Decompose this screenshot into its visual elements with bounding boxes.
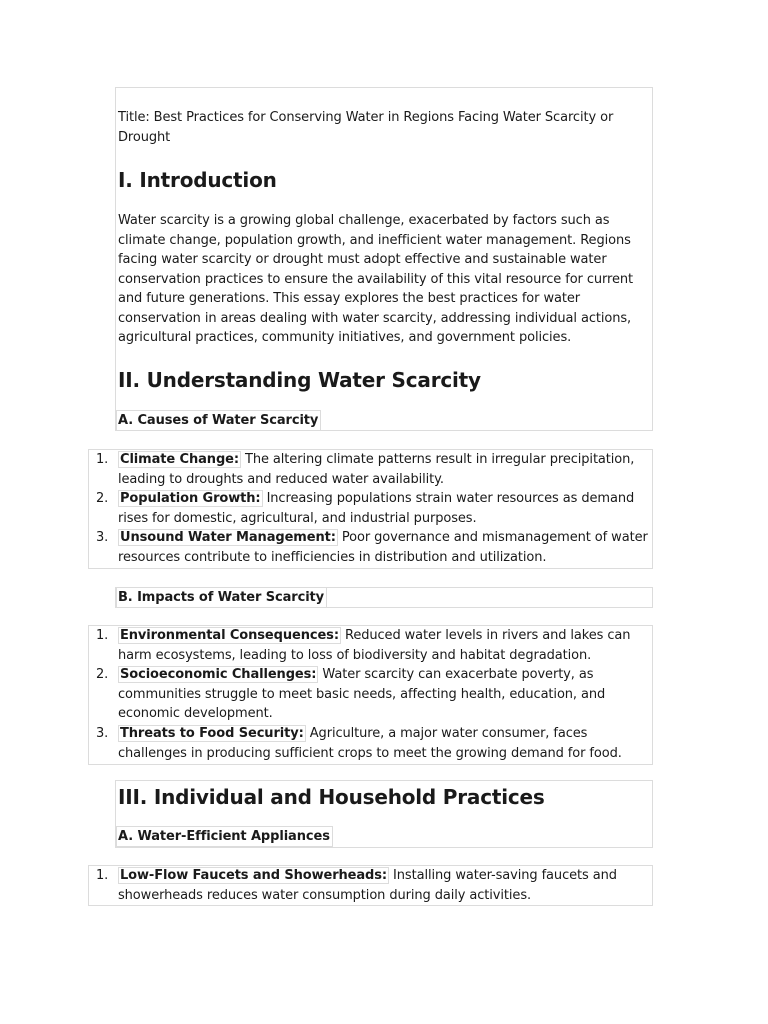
list-term: Low-Flow Faucets and Showerheads:	[120, 868, 388, 883]
list-number: 2.	[96, 667, 109, 683]
subheading-causes: A. Causes of Water Scarcity	[118, 413, 319, 428]
subheading-appliances-frame	[116, 826, 333, 847]
list-number: 2.	[96, 491, 109, 507]
list-text: The altering climate patterns result in irregular precipitation, leading to droughts and reduced water availability.	[118, 452, 635, 487]
subheading-appliances: A. Water-Efficient Appliances	[118, 829, 330, 844]
document-title: Title: Best Practices for Conserving Water in Regions Facing Water Scarcity or Drought	[118, 110, 614, 145]
list-item	[96, 866, 648, 905]
heading-understanding-water-scarcity: II. Understanding Water Scarcity	[118, 368, 481, 392]
subheading-causes-frame	[116, 410, 321, 431]
intro-paragraph: Water scarcity is a growing global challenge, exacerbated by factors such as climate change, population growth, and inefficient water management. Regions facing water scarcity or drought must adopt effective and sustainable water conservation practices to ensure the availability of this vital resource for current and future generations. This essay explores the best practices for water conservation in areas dealing with water scarcity, addressing individual actions, agricultural practices, community initiatives, and government policies.	[118, 213, 634, 345]
list-term: Unsound Water Management:	[120, 530, 336, 546]
list-text: Water scarcity can exacerbate poverty, as communities struggle to meet basic needs, affecting health, education, and economic development.	[118, 667, 606, 722]
list-text: Reduced water levels in rivers and lakes can harm ecosystems, leading to loss of biodiversity and habitat degradation.	[118, 628, 631, 663]
list-item	[96, 528, 648, 567]
list-number: 1.	[96, 452, 109, 467]
list-term: Environmental Consequences:	[120, 628, 339, 643]
list-item	[96, 724, 648, 763]
list-number: 1.	[96, 628, 109, 643]
list-text: Increasing populations strain water resources as demand rises for domestic, agricultural, and industrial purposes.	[118, 491, 635, 526]
heading-introduction: I. Introduction	[118, 168, 277, 192]
list-number: 1.	[96, 868, 109, 883]
list-text: Agriculture, a major water consumer, faces challenges in producing sufficient crops to meet the growing demand for food.	[118, 725, 622, 761]
impacts-list	[96, 626, 648, 763]
subheading-impacts: B. Impacts of Water Scarcity	[118, 590, 325, 605]
list-item	[96, 626, 648, 665]
list-text: Installing water-saving faucets and showerheads reduces water consumption during daily activities.	[118, 868, 617, 903]
list-term: Socioeconomic Challenges:	[120, 667, 317, 683]
list-term: Threats to Food Security:	[120, 725, 304, 741]
list-item	[96, 665, 648, 724]
appliances-list	[96, 866, 648, 905]
causes-list	[96, 450, 648, 568]
list-item	[96, 450, 648, 489]
heading-individual-household-practices: III. Individual and Household Practices	[118, 785, 545, 809]
list-term: Population Growth:	[120, 491, 261, 507]
list-number: 3.	[96, 725, 109, 741]
list-term: Climate Change:	[120, 452, 239, 467]
list-item	[96, 489, 648, 528]
list-text: Poor governance and mismanagement of water resources contribute to inefficiencies in distribution and utilization.	[118, 530, 648, 565]
subheading-impacts-frame	[116, 587, 327, 608]
list-number: 3.	[96, 530, 109, 546]
